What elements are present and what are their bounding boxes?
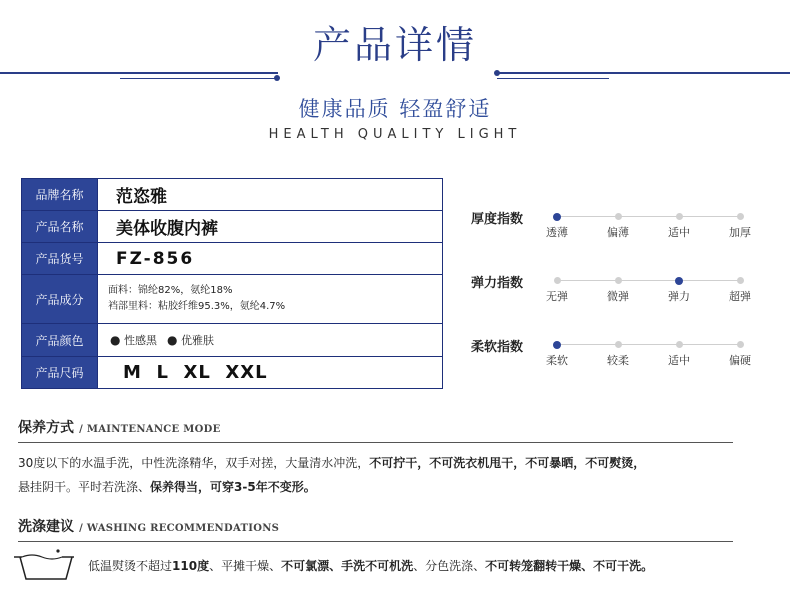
- maintenance-title: 保养方式: [18, 420, 74, 436]
- maintenance-title-en: / MAINTENANCE MODE: [79, 424, 221, 435]
- index-option: 较柔: [607, 354, 629, 367]
- spec-row-code: [22, 243, 442, 275]
- maintenance-text: [18, 451, 758, 499]
- index-option: 无弹: [546, 290, 568, 303]
- header-divider-dot-left: [274, 75, 280, 81]
- index-dot: [737, 277, 744, 284]
- spec-row-composition: [22, 275, 442, 324]
- maintenance-divider: [18, 442, 733, 443]
- index-label: 柔软指数: [471, 340, 524, 355]
- spec-value-color-2: 优雅肤: [180, 334, 214, 347]
- spec-value-brand: 范恣雅: [116, 187, 167, 207]
- spec-value-code: FZ-856: [116, 248, 195, 269]
- spec-value-composition-line1: 面料：锦纶82%，氨纶18%: [108, 285, 233, 296]
- maintenance-line1-bold: 不可拧干，不可洗衣机甩干，不可暴晒，不可熨烫，: [369, 456, 646, 470]
- header-divider-left-thin: [120, 78, 278, 79]
- header-subtitle: 健康品质 轻盈舒适: [298, 97, 492, 121]
- spec-table: [21, 178, 443, 389]
- washing-seg: 、平摊干燥、: [209, 559, 282, 573]
- index-option: 弹力: [668, 290, 690, 303]
- index-dot: [615, 341, 622, 348]
- index-option: 适中: [668, 226, 690, 239]
- spec-label: 产品尺码: [22, 357, 98, 388]
- spec-value-composition-line2: 裆部里料：粘胶纤维95.3%，氨纶4.7%: [108, 301, 286, 312]
- index-option: 偏薄: [607, 226, 629, 239]
- spec-row-brand: [22, 179, 442, 211]
- index-dot: [676, 213, 683, 220]
- spec-label: 产品货号: [22, 243, 98, 274]
- washing-text: [88, 557, 653, 574]
- index-option: 超弹: [729, 290, 751, 303]
- index-option: 偏硬: [729, 354, 751, 367]
- spec-row-name: [22, 211, 442, 243]
- index-dot: [676, 341, 683, 348]
- washing-seg-bold: 110度: [172, 559, 210, 573]
- header-divider-dot-right: [494, 70, 500, 76]
- washing-seg-bold: 不可氯漂、手洗不可机洗: [281, 559, 414, 573]
- hand-wash-icon: [12, 547, 78, 585]
- index-dot: [554, 277, 561, 284]
- maintenance-line1-normal: 30度以下的水温手洗，中性洗涤精华，双手对搓，大量清水冲洗，: [18, 456, 370, 470]
- bullet-icon: ●: [166, 333, 178, 347]
- index-option: 适中: [668, 354, 690, 367]
- spec-row-color: [22, 324, 442, 357]
- washing-divider: [18, 541, 733, 542]
- index-dot-selected: [553, 213, 561, 221]
- maintenance-line2-bold: 保养得当，可穿3-5年不变形。: [150, 480, 316, 494]
- maintenance-heading: [18, 417, 221, 437]
- index-option: 柔软: [546, 354, 568, 367]
- index-dot: [615, 277, 622, 284]
- index-dot-selected: [675, 277, 683, 285]
- index-track: [557, 344, 740, 345]
- index-option: 微弹: [607, 290, 629, 303]
- spec-label: 品牌名称: [22, 179, 98, 210]
- header-divider-right-thin: [497, 78, 609, 79]
- index-label: 厚度指数: [471, 212, 524, 227]
- index-option: 加厚: [729, 226, 751, 239]
- index-dot: [737, 213, 744, 220]
- spec-value-size: M L XL XXL: [123, 362, 268, 383]
- washing-title: 洗涤建议: [18, 519, 74, 535]
- index-dot-selected: [553, 341, 561, 349]
- washing-heading: [18, 516, 279, 536]
- bullet-icon: ●: [110, 333, 121, 347]
- spec-value-color-1: 性感黑: [123, 334, 157, 347]
- maintenance-line2-normal: 悬挂阴干。平时若洗涤、: [18, 480, 151, 494]
- header-tagline: HEALTH QUALITY LIGHT: [268, 127, 522, 142]
- page-title: 产品详情: [312, 23, 477, 67]
- spec-value-name: 美体收腹内裤: [116, 219, 218, 239]
- index-label: 弹力指数: [471, 276, 524, 291]
- washing-seg-bold: 不可转笼翻转干燥、不可干洗。: [485, 559, 654, 573]
- index-option: 透薄: [546, 226, 568, 239]
- index-track: [557, 280, 740, 281]
- washing-title-en: / WASHING RECOMMENDATIONS: [79, 523, 280, 534]
- washing-seg: 低温熨烫不超过: [88, 559, 173, 573]
- washing-seg: 、分色洗涤、: [413, 559, 486, 573]
- spec-label: 产品成分: [22, 275, 98, 323]
- index-track: [557, 216, 740, 217]
- header-divider-left: [0, 72, 278, 74]
- spec-label: 产品颜色: [22, 324, 98, 356]
- spec-row-size: [22, 357, 442, 388]
- index-dot: [615, 213, 622, 220]
- spec-label: 产品名称: [22, 211, 98, 242]
- index-dot: [737, 341, 744, 348]
- header-divider-right: [497, 72, 790, 74]
